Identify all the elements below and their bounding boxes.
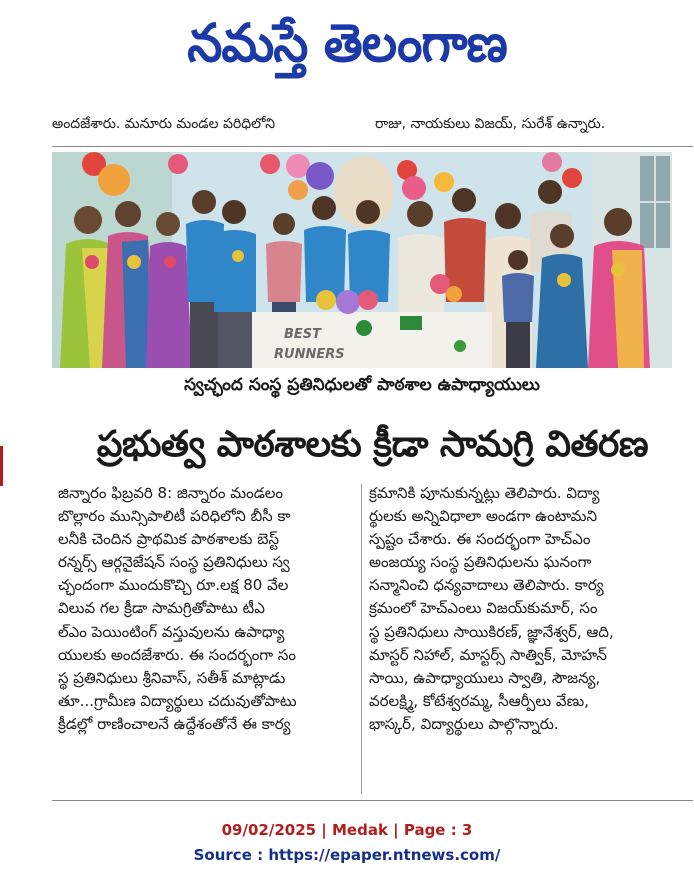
article-body-left-column — [58, 482, 358, 736]
body-line: తూ...గ్రామీణ విద్యార్థులు చదువుతోపాటు — [58, 691, 297, 710]
svg-text:RUNNERS: RUNNERS — [274, 347, 345, 362]
cut-off-line — [52, 96, 362, 108]
masthead — [0, 4, 694, 82]
cut-off-line — [375, 96, 693, 108]
body-line: వరలక్ష్మి, కోటేశ్వరమ్మ, సీఆర్పీలు వేణు, — [369, 691, 589, 710]
column-divider — [361, 484, 362, 794]
article-headline: ప్రభుత్వ పాఠశాలకు క్రీడా సామగ్రి వితరణ — [96, 424, 649, 465]
previous-article-right-line: రాజు, నాయకులు విజయ్, సురేశ్ ఉన్నారు. — [375, 116, 606, 132]
body-line: బొల్లారం మున్సిపాలిటీ పరిధిలోని బీసీ కా — [58, 507, 291, 526]
article-photo — [52, 152, 672, 368]
body-line: క్రమంలో హెచ్‌ఎంలు విజయ్‌కుమార్, సం — [369, 599, 598, 618]
photo-banner-text: BEST — [284, 327, 322, 342]
body-line: సాయి, ఉపాధ్యాయులు స్వాతి, సౌజన్య, — [369, 668, 601, 687]
edition-info: 09/02/2025 | Medak | Page : 3 — [221, 821, 473, 839]
body-line: చ్ఛందంగా ముందుకొచ్చి రూ.లక్ష 80 వేల — [58, 576, 289, 595]
body-line: విలువ గల క్రీడా సామగ్రితోపాటు టీఎ — [58, 599, 265, 618]
newspaper-title: నమస్తే తెలంగాణ — [187, 12, 507, 74]
body-line: స్థ ప్రతినిధులు శ్రీనివాస్, సతీశ్ మాట్లాడు — [58, 668, 286, 687]
body-line: భాస్కర్, విద్యార్థులు పాల్గొన్నారు. — [369, 714, 559, 733]
body-line: ల్‌ఎం పెయింటింగ్ వస్తువులను ఉపాధ్యా — [58, 622, 285, 641]
body-line: అంజయ్య సంస్థ ప్రతినిధులను ఘనంగా — [369, 553, 592, 572]
body-line: యులకు అందజేశారు. ఈ సందర్భంగా సం — [58, 645, 297, 664]
previous-article-right-snippet — [375, 96, 693, 140]
body-line: సన్మానించి ధన్యవాదాలు తెలిపారు. కార్య — [369, 576, 604, 595]
photo-caption: స్వచ్ఛంద సంస్థ ప్రతినిధులతో పాఠశాల ఉపాధ్యాయులు — [184, 375, 540, 395]
body-line: రన్నర్స్ ఆర్గనైజేషన్ సంస్థ ప్రతినిధులు స్వ — [58, 553, 290, 572]
body-line: క్రమానికి పూనుకున్నట్లు తెలిపారు. విద్యా — [369, 484, 600, 502]
previous-article-left-line: అందజేశారు. మనూరు మండల పరిధిలోని — [52, 116, 276, 132]
body-line: స్థ ప్రతినిధులు సాయికిరణ్, జ్ఞానేశ్వర్, ఆది, — [369, 622, 614, 641]
body-line: మాస్టర్ నిహాల్, మాస్టర్స్ సాత్విక్, మోహన్ — [369, 645, 607, 664]
article-body-right-column — [369, 482, 669, 736]
body-line: స్పష్టం చేశారు. ఈ సందర్భంగా హెచ్‌ఎం — [369, 530, 591, 549]
page-edge-mark — [0, 446, 3, 486]
page-footer — [0, 818, 694, 868]
body-line: జిన్నారం ఫిబ్రవరి 8: జిన్నారం మండలం — [58, 484, 284, 502]
bottom-rule — [52, 800, 693, 801]
source-url[interactable]: Source : https://epaper.ntnews.com/ — [193, 846, 501, 864]
previous-article-left-snippet — [52, 96, 362, 140]
body-line: లనీకి చెందిన ప్రాథమిక పాఠశాలకు బెస్ట్ — [58, 530, 279, 549]
body-line: ర్థులకు అన్నివిధాలా అండగా ఉంటామని — [369, 507, 598, 526]
body-line: క్రీడల్లో రాణించాలనే ఉద్దేశంతోనే ఈ కార్య — [58, 714, 291, 733]
top-rule — [52, 146, 693, 147]
